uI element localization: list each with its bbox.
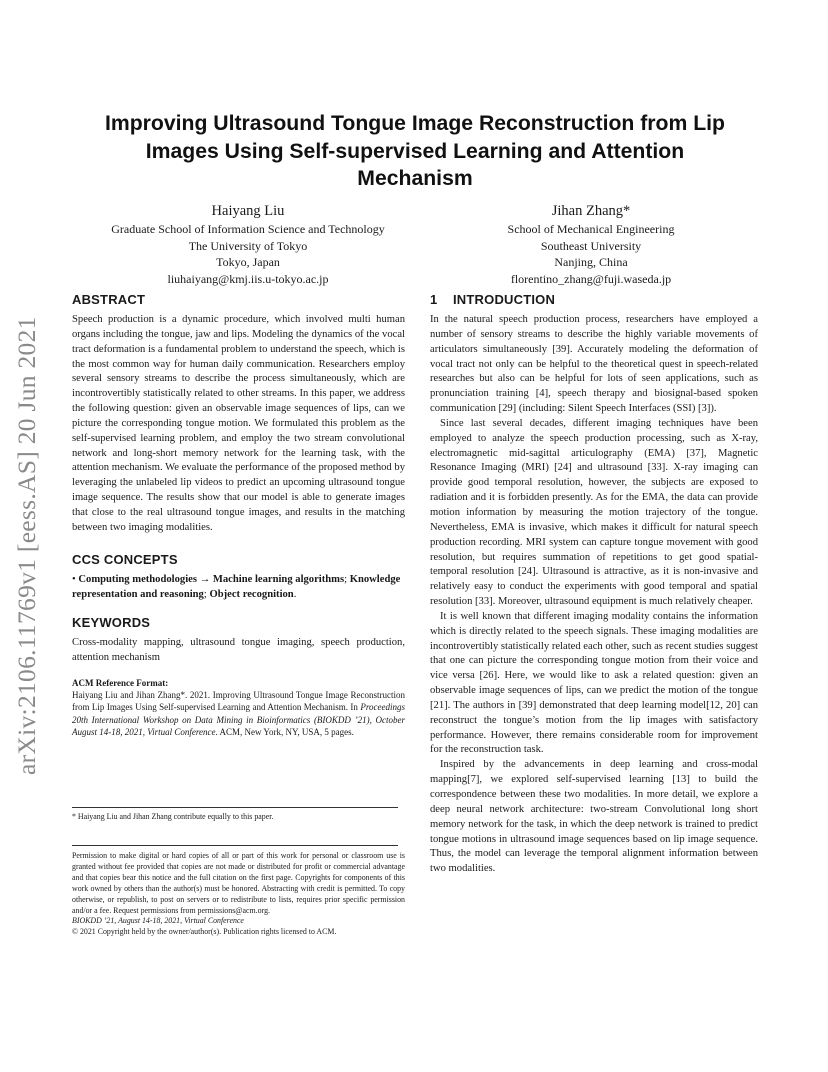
section-number: 1 bbox=[430, 292, 438, 307]
author-name: Jihan Zhang* bbox=[551, 203, 631, 219]
ccs-concept: Machine learning algorithms bbox=[212, 573, 345, 585]
ccs-separator: ; bbox=[203, 588, 210, 600]
author-location: Nanjing, China bbox=[554, 255, 628, 269]
right-column bbox=[430, 291, 758, 877]
acm-reference-part: Haiyang Liu and Jihan Zhang*. 2021. Improving Ultrasound Tongue Image Reconstruction from Lip Images Using Self-supervised Learning and Attention Mechanism. In bbox=[72, 690, 405, 713]
ccs-bullet: • bbox=[72, 573, 76, 585]
ccs-concept: Computing methodologies bbox=[78, 573, 197, 585]
intro-paragraph: Since last several decades, different imaging techniques have been employed to analyze the speech production processing, such as X-ray, electromagnetic mid-sagittal articulography (EMA) [37], Magnetic Resonance Imaging (MRI) [24] and ultrasound [33]. X-ray imaging can provide good temporal resolution, however, the subjects are exposed to radiation and it is forbidden presently. As for the EMA, the data can provide motion information by measuring the motion trajectory of the tongue. Nevertheless, EMA is invasive, which makes it difficult for natural speech production recording. MRI system can capture tongue movement with good resolution, but requires summation of repetitions to get good spatial-temporal resolution [24]. Ultrasound is attractive, as it is non-invasive and relatively easy to conduct the experiments with good temporal and spatial resolution [33]. Moreover, ultrasound equipment is much relatively cheaper. bbox=[430, 417, 758, 608]
ccs-arrow: → bbox=[196, 573, 213, 585]
conference-line: BIOKDD ’21, August 14-18, 2021, Virtual Conference bbox=[72, 916, 244, 926]
ccs-end: . bbox=[293, 588, 297, 600]
permission-notice bbox=[72, 851, 405, 938]
intro-paragraph: It is well known that different imaging modality contains the information which is directly related to the speech signals. These imaging modalities are incontrovertibly statistically related each other, such as recent studies suggest that one can picture the corresponding tongue motion from their voice and vice versa [26]. Here, we would like to ask a related question: given an observable image sequences of lips, can we predict the motion of the tongue [21]. The authors in [39] demonstrated that deep learning model[12, 20] can reconstruct the tongue’s motion from the lip images with satisfactory performance. However, there remains considerable room for improvement for the reconstruction task. bbox=[430, 610, 758, 756]
author-block-2 bbox=[446, 202, 736, 287]
title-line-3: Mechanism bbox=[357, 167, 473, 190]
author-location: Tokyo, Japan bbox=[216, 255, 280, 269]
author-email[interactable]: liuhaiyang@kmj.iis.u-tokyo.ac.jp bbox=[167, 271, 329, 286]
title-line-1: Improving Ultrasound Tongue Image Reconstruction from Lip bbox=[105, 112, 725, 135]
acm-reference-heading: ACM Reference Format: bbox=[72, 678, 169, 689]
title-line-2: Images Using Self-supervised Learning and Attention bbox=[145, 139, 685, 163]
ccs-concept: Knowledge representation and reasoning bbox=[72, 573, 401, 600]
author-name: Haiyang Liu bbox=[211, 203, 285, 219]
intro-paragraph: Inspired by the advancements in deep learning and cross-modal mapping[7], we explored self-supervised learning [13] to build the correspondence between these two modalities. In more detail, we explore a deep neural network architecture: two-stream Convolutional long short memory network for the task, in which the deep network is trained to predict tongue motions in ultrasound image sequences based on lip image sequence. Thus, the model can leverage the temporal alignment information between two modalities. bbox=[430, 759, 758, 875]
footnote: * Haiyang Liu and Jihan Zhang contribute equally to this paper. bbox=[72, 812, 274, 821]
ccs-separator: ; bbox=[344, 573, 350, 585]
ccs-concepts-text bbox=[72, 573, 405, 603]
author-institution: Southeast University bbox=[540, 238, 642, 253]
permission-text: Permission to make digital or hard copies of all or part of this work for personal or classroom use is granted without fee provided that copies are not made or distributed for profit or commercial advantage and that copies bear this notice and the full citation on the first page. Copyrights for components of this work owned by others than the author(s) must be honored. Abstracting with credit is permitted. To copy otherwise, or republish, to post on servers or to redistribute to lists, requires prior specific permission and/or a fee. Request permissions from permissions@acm.org. bbox=[72, 851, 405, 915]
author-email[interactable]: florentino_zhang@fuji.waseda.jp bbox=[510, 271, 672, 286]
acm-reference-proceedings: Proceedings 20th International Workshop on Data Mining in Bioinformatics (BIOKDD ’21), October August 14-18, 2021, Virtual Conference bbox=[72, 702, 405, 738]
author-block-1 bbox=[80, 202, 416, 287]
author-institution: The University of Tokyo bbox=[188, 238, 308, 253]
arxiv-identifier-stamp: arXiv:2106.11769v1 [eess.AS] 20 Jun 2021 bbox=[12, 316, 41, 775]
acm-reference-text bbox=[72, 689, 405, 739]
copyright-line: © 2021 Copyright held by the owner/author(s). Publication rights licensed to ACM. bbox=[72, 927, 337, 937]
section-title: INTRODUCTION bbox=[453, 292, 556, 307]
paper-title bbox=[70, 110, 760, 193]
left-column bbox=[72, 291, 405, 739]
ccs-concepts-heading: CCS CONCEPTS bbox=[72, 551, 178, 567]
keywords-text: Cross-modality mapping, ultrasound tongue imaging, speech production, attention mechanism bbox=[72, 637, 405, 664]
introduction-heading bbox=[430, 291, 758, 309]
intro-paragraph: In the natural speech production process, researchers have employed a number of sensory streams to describe the highly variable movements of articulators simultaneously [39]. Accurately modeling the deformation of vocal tract not only can be helpful to the theoretical quest in speech-related researches but also can be helpful for lots of seen applications, such as pronunciation training [4], speech therapy and biosignal-based spoken communication [29] (including: Silent Speech Interfaces (SSI) [3]). bbox=[430, 314, 758, 415]
abstract-text: Speech production is a dynamic procedure, which involved multi human organs including the tongue, jaw and lips. Modeling the dynamics of the vocal tract deformation is a fundamental problem to understand the speech, which is the most common way for human daily communication. Researchers employ several sensory streams to describe the process simultaneously, which are incontrovertibly statistically related to other streams. In this paper, we address the following question: given an observable image sequences of lips, can we picture the corresponding tongue motion. We formulated this problem as the self-supervised learning problem, and employ the two stream convolutional network and long-short memory network for the learning task, with the attention mechanism. We evaluate the performance of the proposed method by leveraging the unlabeled lip videos to predict an upcoming ultrasound tongue image sequence. The results show that our model is able to generate images that close to the real ultrasound tongue images, and results in the matching between two imaging modalities. bbox=[72, 314, 405, 533]
acm-reference-part: . ACM, New York, NY, USA, 5 pages. bbox=[215, 727, 354, 738]
author-affiliation: School of Mechanical Engineering bbox=[507, 222, 675, 236]
ccs-concept: Object recognition bbox=[209, 588, 294, 600]
author-affiliation: Graduate School of Information Science and Technology bbox=[111, 222, 385, 236]
keywords-heading: KEYWORDS bbox=[72, 615, 151, 631]
abstract-heading: ABSTRACT bbox=[72, 292, 146, 307]
permission-divider bbox=[72, 845, 398, 846]
footnote-divider bbox=[72, 807, 398, 808]
